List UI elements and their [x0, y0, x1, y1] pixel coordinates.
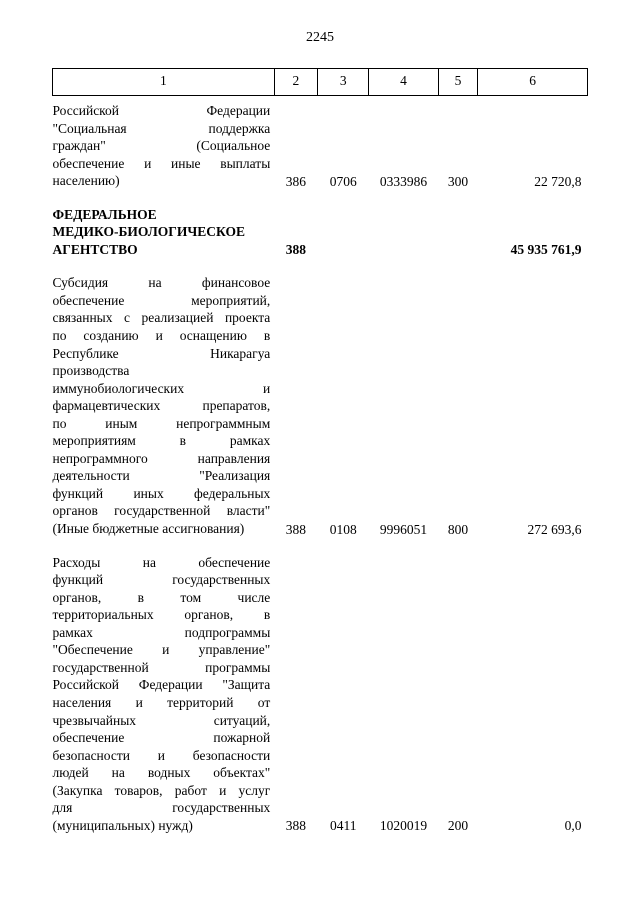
- row-description: [53, 200, 275, 259]
- desc-line: функций иных федеральных: [52, 485, 271, 501]
- desc-line: связанных с реализацией проекта: [52, 310, 271, 326]
- row-code-type: 200: [447, 818, 469, 834]
- row-code-target: [369, 200, 438, 259]
- row-code-subsection: 0706: [329, 173, 357, 189]
- desc-line: по созданию и оснащению в: [52, 328, 271, 344]
- desc-line: АГЕНТСТВО: [52, 241, 138, 257]
- desc-line: (Иные бюджетные ассигнования): [52, 521, 245, 537]
- desc-line: безопасности и безопасности: [52, 747, 271, 763]
- row-code-section: 388: [285, 818, 307, 834]
- desc-line: обеспечение мероприятий,: [52, 292, 271, 308]
- desc-line: "Обеспечение и управление": [52, 642, 271, 658]
- desc-line: граждан" (Социальное: [52, 138, 271, 154]
- row-code-section: 386: [285, 173, 307, 189]
- row-amount: 22 720,8: [534, 173, 582, 189]
- row-amount: 272 693,6: [527, 521, 582, 537]
- desc-line: органов государственной власти": [52, 503, 271, 519]
- row-code-target: 1020019: [379, 818, 428, 834]
- table-row: [53, 96, 588, 190]
- row-amount: 45 935 761,9: [510, 242, 582, 258]
- desc-line: по иным непрограммным: [52, 415, 271, 431]
- desc-line: (муниципальных) нужд): [52, 817, 193, 833]
- desc-line: для государственных: [52, 800, 271, 816]
- desc-line: обеспечение и иные выплаты: [52, 155, 271, 171]
- desc-line: ФЕДЕРАЛЬНОЕ: [52, 206, 157, 222]
- row-spacer: [53, 258, 588, 268]
- desc-line: Российской Федерации "Защита: [52, 677, 271, 693]
- desc-line: населения и территорий от: [52, 694, 271, 710]
- table-header-row: [53, 69, 588, 96]
- column-header-3: 3: [318, 69, 369, 96]
- row-description: [53, 268, 275, 537]
- desc-line: Республике Никарагуа: [52, 345, 271, 361]
- desc-line: чрезвычайных ситуаций,: [52, 712, 271, 728]
- page-number: 2245: [306, 30, 334, 45]
- column-header-2: 2: [274, 69, 317, 96]
- desc-line: непрограммного направления: [52, 450, 271, 466]
- desc-line: мероприятиям в рамках: [52, 433, 271, 449]
- row-code-subsection: 0108: [329, 521, 357, 537]
- row-code-type: 300: [447, 173, 469, 189]
- row-code-type: 800: [447, 521, 469, 537]
- budget-table: [52, 68, 588, 834]
- desc-line: обеспечение пожарной: [52, 730, 271, 746]
- row-code-section: 388: [285, 521, 307, 537]
- desc-line: фармацевтических препаратов,: [52, 398, 271, 414]
- desc-line: деятельности "Реализация: [52, 468, 271, 484]
- desc-line: населению): [52, 173, 120, 189]
- row-code-target: 0333986: [379, 173, 428, 189]
- row-description-text: [53, 554, 271, 835]
- desc-line: Субсидия на финансовое: [52, 275, 271, 291]
- desc-line: Российской Федерации: [52, 103, 271, 118]
- row-code-target: 9996051: [379, 521, 428, 537]
- desc-line: иммунобиологических и: [52, 380, 271, 396]
- row-description-text: [53, 206, 271, 259]
- row-code-subsection: 0411: [329, 818, 357, 834]
- row-description: [53, 96, 275, 190]
- row-description-text: [53, 274, 271, 537]
- table-row: [53, 268, 588, 537]
- row-amount: 0,0: [564, 818, 582, 834]
- row-code-section: 388: [285, 242, 307, 258]
- desc-line: производства: [52, 363, 130, 379]
- row-spacer: [53, 538, 588, 548]
- desc-line: Расходы на обеспечение: [52, 554, 271, 570]
- desc-line: людей на водных объектах": [52, 765, 271, 781]
- desc-line: (Закупка товаров, работ и услуг: [52, 782, 271, 798]
- desc-line: МЕДИКО-БИОЛОГИЧЕСКОЕ: [52, 224, 246, 240]
- column-header-6: 6: [478, 69, 588, 96]
- table-row: [53, 200, 588, 259]
- row-spacer: [53, 190, 588, 200]
- row-code-type: [438, 200, 478, 259]
- column-header-1: 1: [53, 69, 275, 96]
- row-description-text: [53, 102, 271, 190]
- desc-line: территориальных органов, в: [52, 607, 271, 623]
- table-row: [53, 548, 588, 835]
- desc-line: функций государственных: [52, 572, 271, 588]
- desc-line: государственной программы: [52, 659, 271, 675]
- row-code-subsection: [318, 200, 369, 259]
- column-header-4: 4: [369, 69, 438, 96]
- desc-line: рамках подпрограммы: [52, 624, 271, 640]
- row-description: [53, 548, 275, 835]
- column-header-5: 5: [438, 69, 478, 96]
- desc-line: органов, в том числе: [52, 589, 271, 605]
- desc-line: "Социальная поддержка: [52, 120, 271, 136]
